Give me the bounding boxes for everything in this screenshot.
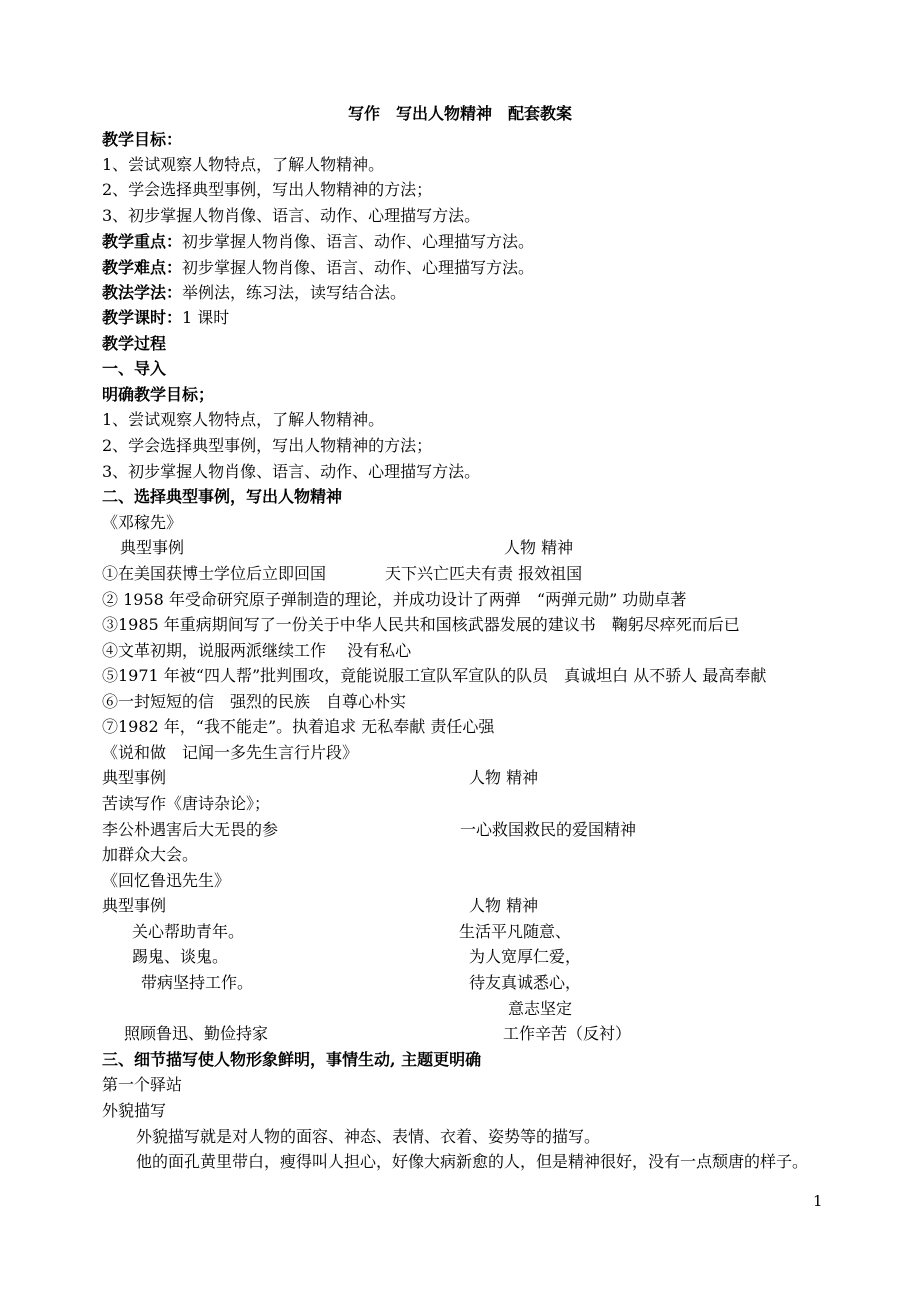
line-text: 一心救国救民的爱国精神 (460, 820, 637, 839)
text-line (102, 127, 182, 152)
line-text: 举例法，练习法，读写结合法。 (182, 283, 407, 302)
text-line (102, 255, 534, 280)
text-line (102, 484, 342, 509)
text-line (102, 663, 766, 688)
line-text: 《邓稼先》 (102, 513, 183, 532)
line-text: 典型事例 (102, 768, 167, 787)
field-label: 教学重点： (102, 232, 183, 251)
line-text: 人物 精神 (504, 538, 574, 557)
line-text: 待友真诚悉心， (469, 973, 582, 992)
line-text: 苦读写作《唐诗杂论》； (102, 794, 271, 813)
text-line (102, 152, 384, 177)
line-text: 1 课时 (182, 308, 230, 327)
line-text: 踢鬼、谈鬼。 (132, 947, 229, 966)
text-line (469, 970, 581, 995)
text-line (102, 459, 480, 484)
page-title: 写作 写出人物精神 配套教案 (347, 104, 572, 123)
text-line (469, 944, 581, 969)
text-line (132, 919, 244, 944)
text-line (469, 765, 538, 790)
line-text: ⑥一封短短的信 强烈的民族 自尊心朴实 (102, 692, 407, 711)
text-line (102, 382, 214, 407)
text-line (102, 510, 182, 535)
text-line (102, 612, 740, 637)
line-text: 1、尝试观察人物特点，了解人物精神。 (102, 155, 385, 174)
text-line (102, 305, 229, 330)
line-text: 典型事例 (120, 538, 185, 557)
text-line (136, 1124, 600, 1149)
line-text: 《回忆鲁迅先生》 (102, 871, 231, 890)
line-text: 2、学会选择典型事例，写出人物精神的方法； (102, 180, 433, 199)
line-text: 关心帮助青年。 (132, 922, 245, 941)
line-text: 3、初步掌握人物肖像、语言、动作、心理描写方法。 (102, 206, 481, 225)
line-text: 初步掌握人物肖像、语言、动作、心理描写方法。 (182, 232, 535, 251)
text-line (102, 177, 432, 202)
line-text: 他的面孔黄里带白，瘦得叫人担心，好像大病新愈的人，但是精神很好，没有一点颓唐的样子。 (136, 1152, 809, 1171)
text-line (469, 893, 538, 918)
text-line (385, 561, 582, 586)
field-label: 教学课时： (102, 308, 183, 327)
line-text: 第一个驿站 (102, 1075, 183, 1094)
text-line (102, 638, 411, 663)
line-text: 李公朴遇害后大无畏的参 (102, 820, 279, 839)
line-text: 为人宽厚仁爱， (469, 947, 582, 966)
field-label: 教学难点： (102, 258, 183, 277)
text-line (102, 740, 358, 765)
line-text: 教学过程 (102, 334, 167, 353)
line-text: ④文革初期，说服两派继续工作 没有私心 (102, 641, 412, 660)
text-line (120, 535, 184, 560)
line-text: 外貌描写就是对人物的面容、神态、表情、衣着、姿势等的描写。 (136, 1127, 601, 1146)
line-text: 天下兴亡匹夫有责 报效祖国 (385, 564, 583, 583)
text-line (102, 331, 166, 356)
text-line (102, 203, 480, 228)
text-line (102, 1072, 182, 1097)
text-line (102, 689, 406, 714)
line-text: 一、导入 (102, 359, 167, 378)
line-text: 《说和做 记闻一多先生言行片段》 (102, 743, 359, 762)
line-text: 教学目标： (102, 130, 183, 149)
text-line (504, 535, 573, 560)
line-text: ⑤1971 年被“四人帮”批判围攻，竟能说服工宣队军宣队的队员 真诚坦白 从不骄人 最高奉献 (102, 666, 767, 685)
line-text: 人物 精神 (469, 896, 539, 915)
line-text: 典型事例 (102, 896, 167, 915)
line-text: ③1985 年重病期间写了一份关于中华人民共和国核武器发展的建议书 鞠躬尽瘁死而后已 (102, 615, 740, 634)
text-line (102, 842, 198, 867)
text-line (102, 1098, 166, 1123)
line-text: 明确教学目标； (102, 385, 215, 404)
line-text: 2、学会选择典型事例，写出人物精神的方法； (102, 436, 433, 455)
line-text: 加群众大会。 (102, 845, 199, 864)
line-text: 带病坚持工作。 (141, 973, 254, 992)
text-line (503, 1021, 631, 1046)
text-line (136, 1149, 808, 1174)
line-text: 人物 精神 (469, 768, 539, 787)
text-line (508, 996, 572, 1021)
text-line (141, 970, 253, 995)
text-line (102, 868, 230, 893)
text-line (102, 356, 166, 381)
text-line (102, 765, 166, 790)
line-text: 3、初步掌握人物肖像、语言、动作、心理描写方法。 (102, 462, 481, 481)
text-line (460, 817, 636, 842)
text-line (102, 817, 278, 842)
line-text: 意志坚定 (508, 999, 573, 1018)
text-line (132, 944, 228, 969)
line-text: 初步掌握人物肖像、语言、动作、心理描写方法。 (182, 258, 535, 277)
line-text: 工作辛苦（反衬） (503, 1024, 632, 1043)
text-line (102, 229, 534, 254)
line-text: 三、细节描写使人物形象鲜明，事情生动, 主题更明确 (102, 1050, 482, 1069)
text-line (102, 280, 406, 305)
text-line (102, 587, 686, 612)
line-text: ⑦1982 年，“我不能走”。执着追求 无私奉献 责任心强 (102, 717, 495, 736)
page-number: 1 (813, 1192, 823, 1210)
text-line (102, 893, 166, 918)
text-line (102, 714, 494, 739)
text-line (102, 433, 432, 458)
line-text: ①在美国获博士学位后立即回国 (102, 564, 327, 583)
text-line (102, 1047, 481, 1072)
text-line (102, 791, 270, 816)
line-text: 1、尝试观察人物特点，了解人物精神。 (102, 410, 385, 429)
field-label: 教法学法： (102, 283, 183, 302)
line-text: ② 1958 年受命研究原子弹制造的理论，并成功设计了两弹 “两弹元勋” 功勋卓著 (102, 590, 687, 609)
text-line (102, 407, 384, 432)
line-text: 二、选择典型事例，写出人物精神 (102, 487, 343, 506)
line-text: 照顾鲁迅、勤俭持家 (124, 1024, 269, 1043)
text-line (459, 919, 571, 944)
line-text: 外貌描写 (102, 1101, 167, 1120)
text-line (102, 561, 326, 586)
text-line (124, 1021, 268, 1046)
line-text: 生活平凡随意、 (459, 922, 572, 941)
